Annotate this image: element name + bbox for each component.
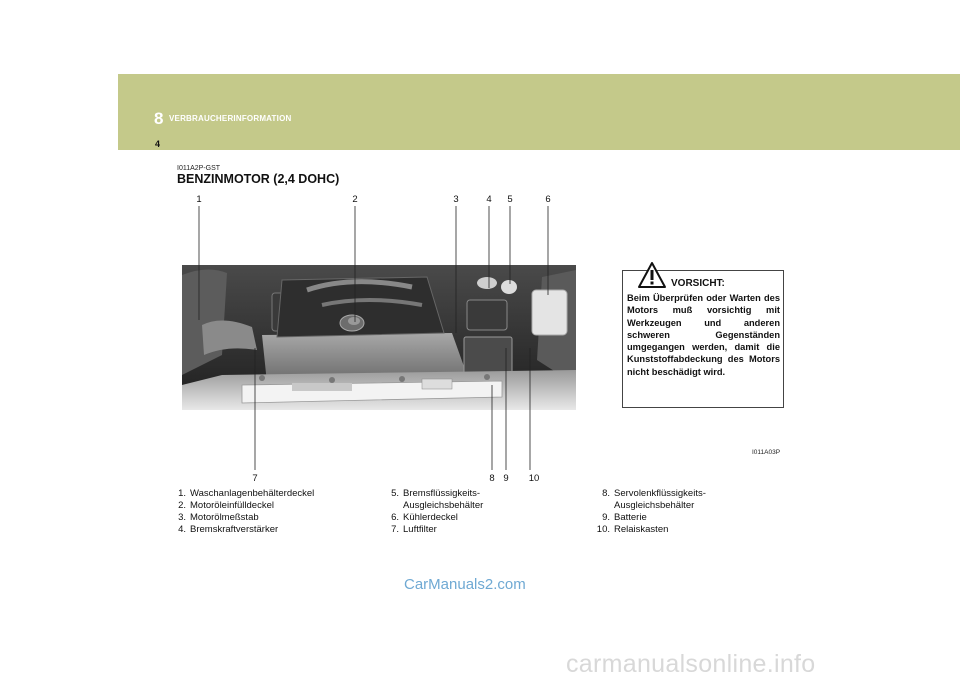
section-code: I011A2P-GST	[177, 165, 221, 172]
watermark-text: carmanualsonline.info	[566, 650, 816, 678]
callout-4: 4	[486, 194, 492, 205]
legend-item: 9. Batterie	[602, 512, 647, 523]
section-title: BENZINMOTOR (2,4 DOHC)	[177, 172, 340, 186]
chapter-title: VERBRAUCHERINFORMATION	[169, 114, 292, 123]
legend-item: 10. Relaiskasten	[596, 524, 669, 535]
page-number: 4	[155, 139, 161, 149]
warning-box	[622, 270, 784, 408]
callout-9: 9	[503, 473, 509, 484]
callout-2: 2	[352, 194, 358, 205]
legend-item: 3. Motorölmeßstab	[178, 512, 259, 523]
chapter-number: 8	[154, 109, 164, 128]
callout-7: 7	[252, 473, 258, 484]
callout-1: 1	[196, 194, 202, 205]
warning-text: Beim Überprüfen oder Warten des Motors muß vorsichtig mit Werkzeugen und anderen schweren Gegenständen umgegangen werden, damit die Kunststoffabdeckung des Motors nicht beschädigt wird.	[627, 293, 780, 377]
callout-10: 10	[528, 473, 540, 484]
image-code: I011A03P	[752, 449, 781, 456]
legend-column-2	[387, 488, 483, 536]
legend-item: 8. Servolenkflüssigkeits-	[602, 488, 706, 499]
legend-item: 6. Kühlerdeckel	[391, 512, 458, 523]
callout-6: 6	[545, 194, 551, 205]
legend-item-continuation: Ausgleichsbehälter	[403, 500, 484, 511]
legend-item: 4. Bremskraftverstärker	[178, 524, 279, 535]
engine-bay-image	[182, 265, 576, 410]
callout-3: 3	[453, 194, 459, 205]
legend-item: 5. Bremsflüssigkeits-	[391, 488, 481, 499]
warning-triangle-icon	[637, 261, 667, 289]
warning-heading: VORSICHT:	[671, 278, 725, 289]
header-band	[118, 74, 960, 150]
header-tab	[118, 130, 161, 150]
callout-5: 5	[507, 194, 513, 205]
legend-item: 1. Waschanlagenbehälterdeckel	[178, 488, 315, 499]
legend-item: 2. Motoröleinfülldeckel	[178, 500, 274, 511]
legend-item: 7. Luftfilter	[391, 524, 437, 535]
legend-item-continuation: Ausgleichsbehälter	[614, 500, 695, 511]
watermark-link[interactable]: CarManuals2.com	[404, 576, 526, 593]
legend-column-1	[174, 488, 314, 536]
legend-column-3	[596, 488, 706, 536]
callout-8: 8	[489, 473, 495, 484]
